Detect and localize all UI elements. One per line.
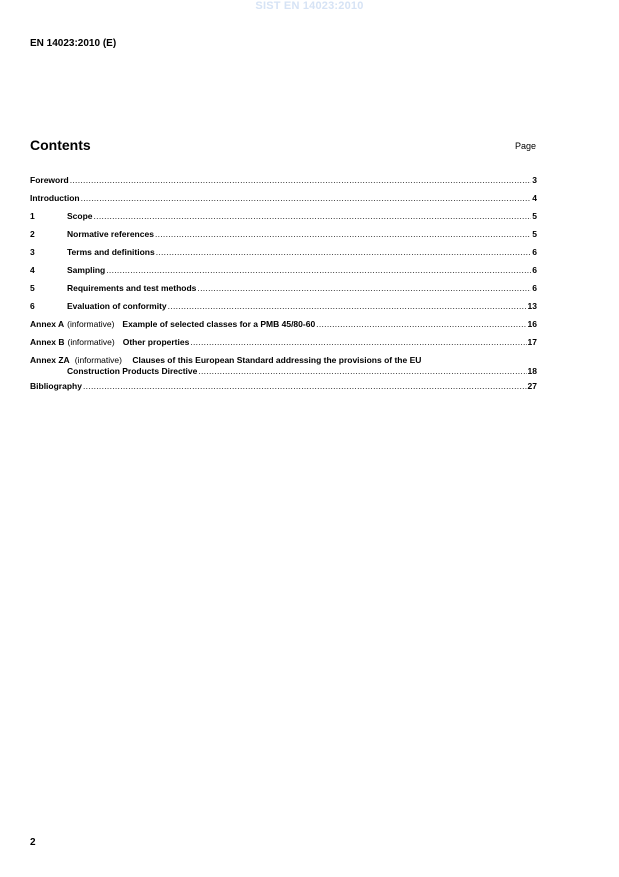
toc-leader-dots: [83, 381, 527, 391]
toc-page: 13: [527, 301, 537, 311]
toc-title: Requirements and test methods: [67, 283, 197, 293]
toc-entry-terms-and-definitions[interactable]: [30, 247, 537, 265]
toc-title: Normative references: [67, 229, 154, 239]
toc-number: 1: [30, 211, 35, 221]
toc-entry-foreword[interactable]: [30, 175, 537, 193]
toc-entry-annex-za[interactable]: [30, 355, 537, 381]
toc-leader-dots: [156, 247, 532, 257]
toc-page: 5: [532, 211, 537, 221]
toc-page: 6: [532, 283, 537, 293]
toc-number: 5: [30, 283, 35, 293]
toc-page: 4: [532, 193, 537, 203]
toc-entry-normative-references[interactable]: [30, 229, 537, 247]
toc-annex-type: (informative): [74, 355, 122, 365]
toc-title: Terms and definitions: [67, 247, 155, 257]
toc-title: Bibliography: [30, 381, 82, 391]
toc-entry-annex-a[interactable]: [30, 319, 537, 337]
watermark: SIST EN 14023:2010: [255, 0, 364, 12]
toc-title-line-1: Clauses of this European Standard addressing the provisions of the EU: [132, 355, 422, 365]
toc-number: 4: [30, 265, 35, 275]
toc-title: Scope: [67, 211, 93, 221]
toc-leader-dots: [316, 319, 526, 329]
toc-page: 5: [532, 229, 537, 239]
toc-title: Other properties: [122, 337, 190, 347]
toc-entry-annex-b[interactable]: [30, 337, 537, 355]
toc-leader-dots: [190, 337, 526, 347]
toc-leader-dots: [81, 193, 532, 203]
toc-page: 27: [527, 381, 537, 391]
toc-entry-bibliography[interactable]: [30, 381, 537, 399]
toc-title: Evaluation of conformity: [67, 301, 167, 311]
toc-entry-sampling[interactable]: [30, 265, 537, 283]
toc-line-2: [30, 366, 537, 378]
toc-annex-label: Annex B: [30, 337, 65, 347]
toc-leader-dots: [198, 366, 526, 376]
toc-title: Sampling: [67, 265, 106, 275]
toc-entry-requirements-and-test-methods[interactable]: [30, 283, 537, 301]
toc-title: Foreword: [30, 175, 69, 185]
toc-title-line-2: Construction Products Directive: [67, 366, 198, 376]
toc-leader-dots: [155, 229, 531, 239]
toc-number: 3: [30, 247, 35, 257]
toc-line-1: [30, 355, 537, 366]
toc-page: 16: [527, 319, 537, 329]
page-column-heading: Page: [514, 141, 536, 151]
toc-leader-dots: [106, 265, 531, 275]
toc-page: 17: [527, 337, 537, 347]
toc-page: 18: [527, 366, 537, 376]
toc-leader-dots: [94, 211, 532, 221]
toc-number: 2: [30, 229, 35, 239]
toc-number: 6: [30, 301, 35, 311]
toc-page: 3: [532, 175, 537, 185]
toc-page: 6: [532, 247, 537, 257]
page-number: 2: [30, 837, 36, 848]
contents-title: Contents: [30, 137, 91, 153]
toc-annex-label: Annex ZA: [30, 355, 70, 365]
toc-leader-dots: [70, 175, 532, 185]
toc-leader-dots: [168, 301, 527, 311]
toc-page: 6: [532, 265, 537, 275]
table-of-contents: [30, 175, 537, 399]
toc-entry-evaluation-of-conformity[interactable]: [30, 301, 537, 319]
toc-title: Introduction: [30, 193, 80, 203]
toc-annex-type: (informative): [67, 337, 115, 347]
toc-annex-label: Annex A: [30, 319, 65, 329]
toc-annex-type: (informative): [67, 319, 115, 329]
document-id: EN 14023:2010 (E): [30, 38, 117, 49]
toc-leader-dots: [197, 283, 531, 293]
toc-entry-scope[interactable]: [30, 211, 537, 229]
toc-title: Example of selected classes for a PMB 45/80-60: [122, 319, 316, 329]
toc-entry-introduction[interactable]: [30, 193, 537, 211]
